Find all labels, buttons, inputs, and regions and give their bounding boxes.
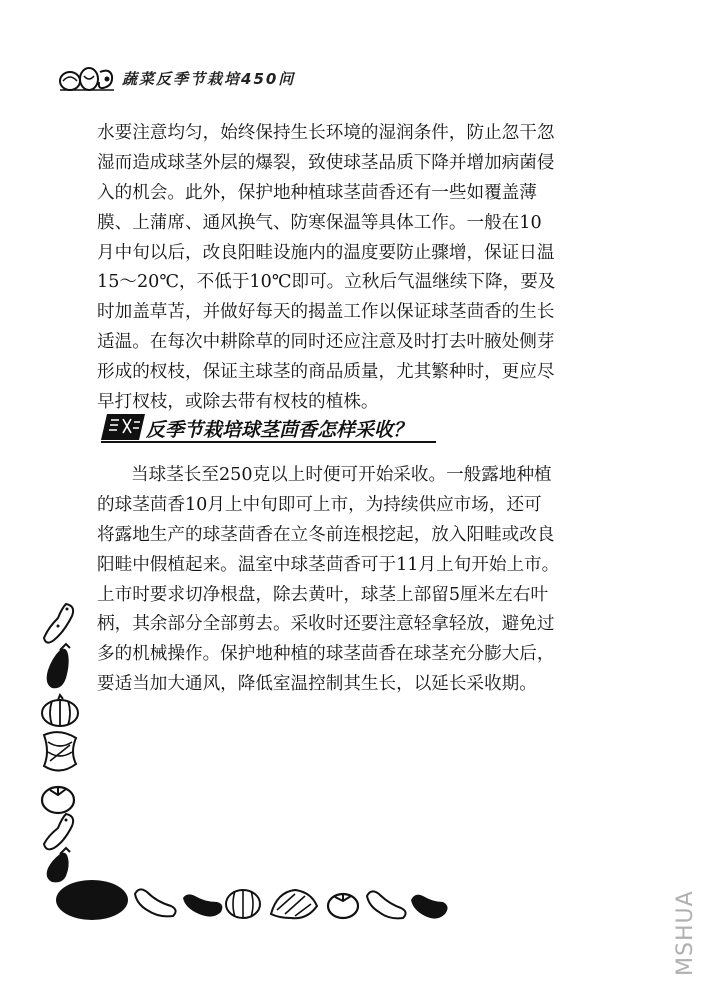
book-title: 蔬菜反季节栽培450问	[122, 70, 296, 88]
pumpkin-icon	[42, 695, 78, 726]
text-line: 将露地生产的球茎茴香在立冬前连根挖起，放入阳畦或改良	[97, 524, 555, 545]
eggplant-icon	[47, 644, 70, 688]
text-line: 早打杈枝，或除去带有杈枝的植株。	[97, 392, 379, 413]
watermark-text: MSHUA	[673, 890, 698, 976]
margin-vegetable-column	[36, 600, 86, 889]
text-line: 上市时要求切净根盘，除去黄叶，球茎上部留5厘米左右叶	[97, 584, 549, 605]
question-marker-icon	[101, 412, 145, 444]
cabbage-icon	[44, 732, 76, 770]
pumpkin-icon	[226, 890, 260, 918]
text-line: 适温。在每次中耕除草的同时还应注意及时打去叶腋处侧芽	[97, 332, 555, 353]
text-line: 形成的杈枝，保证主球茎的商品质量，尤其繁种时，更应尽	[97, 362, 555, 383]
section-title: 反季节栽培球茎茴香怎样采收？	[146, 419, 413, 441]
tomato-icon	[42, 787, 74, 813]
text-line: 阳畦中假植起来。温室中球茎茴香可于11月上旬开始上市。	[97, 554, 560, 575]
eggplant-icon	[411, 895, 448, 919]
text-line: 要适当加大通风，降低室温控制其生长，以延长采收期。	[97, 674, 537, 695]
cucumber-icon	[44, 814, 73, 849]
text-line: 时加盖草苫，并做好每天的揭盖工作以保证球茎茴香的生长	[97, 302, 555, 323]
paragraph-1	[97, 119, 637, 418]
watermark	[650, 880, 708, 990]
black-blob-icon	[56, 880, 128, 920]
section-heading	[101, 412, 436, 444]
text-line: 入的机会。此外，保护地种植球茎茴香还有一些如覆盖薄	[97, 182, 537, 203]
text-line: 水要注意均匀，始终保持生长环境的湿润条件，防止忽干忽	[97, 123, 555, 143]
cabbage-icon	[271, 890, 317, 918]
heading-underline	[101, 441, 436, 443]
paragraph-2	[97, 461, 637, 700]
text-line: 15～20℃，不低于10℃即可。立秋后气温继续下降，要及	[97, 272, 556, 293]
tomato-icon	[328, 893, 358, 918]
text-line: 膜、上蒲席、通风换气、防寒保温等具体工作。一般在10	[97, 212, 542, 233]
text-line: 当球茎长至250克以上时便可开始采收。一般露地种植	[131, 465, 552, 485]
footer-vegetable-row	[55, 876, 450, 930]
cucumber-icon	[44, 604, 73, 643]
text-line: 柄，其余部分全部剪去。采收时还要注意轻拿轻放，避免过	[97, 614, 555, 635]
text-line: 湿而造成球茎外层的爆裂，致使球茎品质下降并增加病菌侵	[97, 152, 555, 173]
text-line: 的球茎茴香10月上中旬即可上市，为持续供应市场，还可	[97, 494, 542, 515]
cucumber-icon	[135, 889, 176, 916]
text-line: 月中旬以后，改良阳畦设施内的温度要防止骤增，保证日温	[97, 242, 555, 263]
text-line: 多的机械操作。保护地种植的球茎茴香在球茎充分膨大后，	[97, 644, 555, 665]
vegetable-logo-icon	[58, 64, 116, 98]
cucumber-icon	[367, 891, 406, 918]
eggplant-icon	[183, 894, 222, 916]
